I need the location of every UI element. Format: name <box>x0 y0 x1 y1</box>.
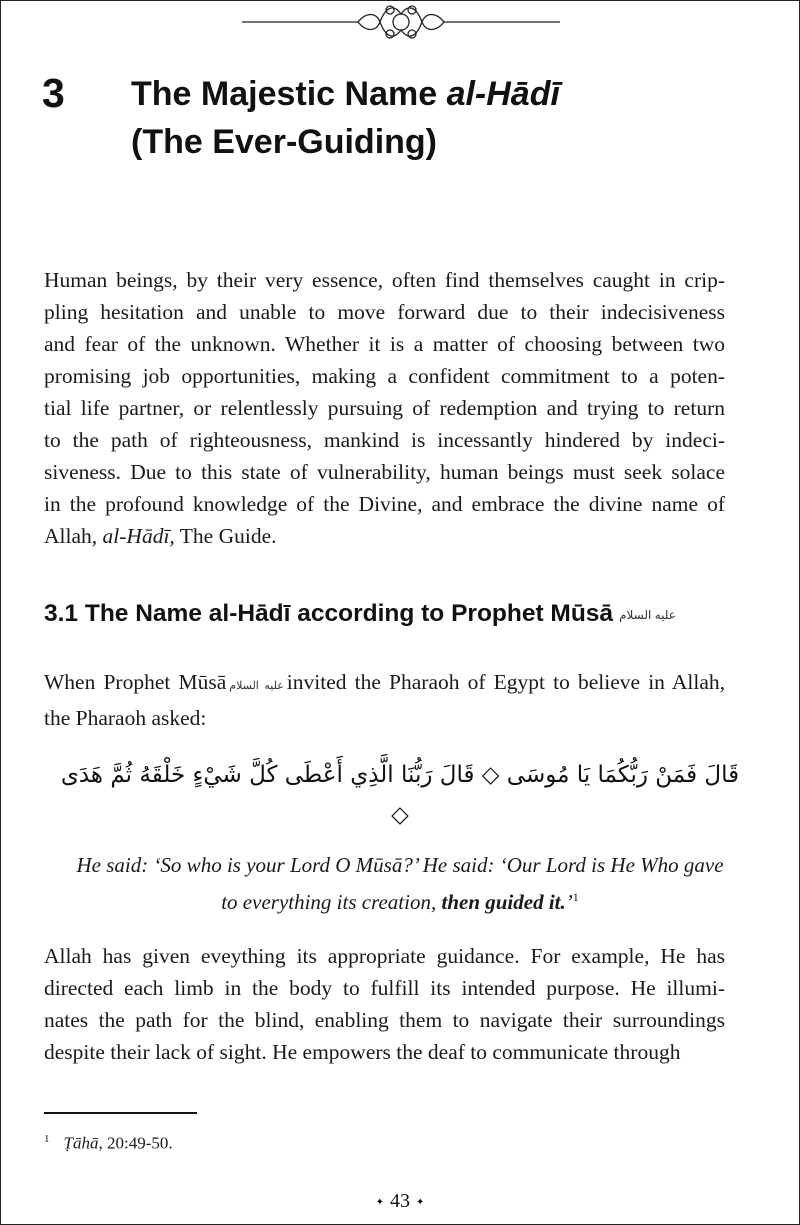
translation-close-quote: ’ <box>565 890 573 914</box>
intro-line: promising job opportunities, making a confident commitment to a poten- <box>44 364 725 388</box>
page-number: 43 <box>390 1190 410 1212</box>
ornament-divider-icon <box>240 0 562 44</box>
intro-line: and fear of the unknown. Whether it is a matter of choosing between two <box>44 332 725 356</box>
footnote-divider <box>44 1112 197 1114</box>
section-heading-text: 3.1 The Name al-Hādī according to Prophet Mūsā <box>44 600 614 627</box>
diamond-icon: ✦ <box>375 1196 384 1208</box>
pharaoh-line-prefix: When Prophet Mūsā <box>44 670 227 694</box>
intro-last-line <box>44 520 725 552</box>
page-number-footer <box>0 1190 800 1213</box>
intro-line: tial life partner, or relentlessly pursuing of redemption and trying to return <box>44 396 725 420</box>
intro-line: Human beings, by their very essence, often find themselves caught in crip- <box>44 268 725 292</box>
guidance-line: directed each limb in the body to fulfill its intended purpose. He illumi- <box>44 976 725 1000</box>
intro-last-prefix: Allah, <box>44 524 103 548</box>
verse-translation <box>44 849 756 918</box>
section-heading <box>44 600 676 628</box>
translation-emphasis: then guided it. <box>441 890 566 914</box>
footnote-source: Ṭāhā <box>63 1133 99 1153</box>
intro-line: in the profound knowledge of the Divine, and embrace the divine name of <box>44 492 725 516</box>
pharaoh-paragraph <box>44 666 725 734</box>
guidance-line: nates the path for the blind, enabling them to navigate their surroundings <box>44 1008 725 1032</box>
guidance-line: Allah has given eveything its appropriate guidance. For example, He has <box>44 944 725 968</box>
footnote-citation: , 20:49-50. <box>98 1133 173 1153</box>
footnote-reference[interactable]: 1 <box>572 890 579 904</box>
diamond-icon: ✦ <box>416 1196 425 1208</box>
pharaoh-line-suffix: invited the Pharaoh of Egypt to believe in Allah, <box>286 670 725 694</box>
chapter-title-prefix: The Majestic Name <box>131 75 447 113</box>
intro-line: siveness. Due to this state of vulnerability, human beings must seek solace <box>44 460 725 484</box>
chapter-title-name: al-Hādī <box>446 75 560 113</box>
intro-paragraph <box>44 264 725 552</box>
intro-last-suffix: , The Guide. <box>169 524 277 548</box>
quran-verse-arabic: قَالَ فَمَنْ رَبُّكُمَا يَا مُوسَى ◇ قَالَ رَبُّنَا الَّذِي أَعْطَى كُلَّ شَيْءٍ خَلْقَهُ ثُمَّ هَدَى ◇ <box>60 762 740 828</box>
pharaoh-line-2: the Pharaoh asked: <box>44 706 207 730</box>
chapter-number: 3 <box>42 70 65 116</box>
intro-divine-name: al-Hādī <box>102 524 170 548</box>
honorific-glyph: عليه السلام <box>619 607 676 622</box>
guidance-line: despite their lack of sight. He empowers the deaf to communicate through <box>44 1040 681 1064</box>
chapter-title <box>131 70 751 166</box>
translation-line-2: to everything its creation, <box>221 890 442 914</box>
footnote <box>44 1133 173 1154</box>
intro-line: pling hesitation and unable to move forward due to their indecisiveness <box>44 300 725 324</box>
honorific-inline-glyph: عليه السلام <box>229 680 284 692</box>
footnote-mark: 1 <box>44 1133 50 1145</box>
intro-line: to the path of righteousness, mankind is incessantly hindered by indeci- <box>44 428 725 452</box>
guidance-paragraph <box>44 940 725 1068</box>
chapter-title-subtitle: (The Ever-Guiding) <box>131 123 437 161</box>
translation-line-1: He said: ‘So who is your Lord O Mūsā?’ He said: ‘Our Lord is He Who gave <box>76 853 724 877</box>
pharaoh-line-1 <box>44 666 725 702</box>
